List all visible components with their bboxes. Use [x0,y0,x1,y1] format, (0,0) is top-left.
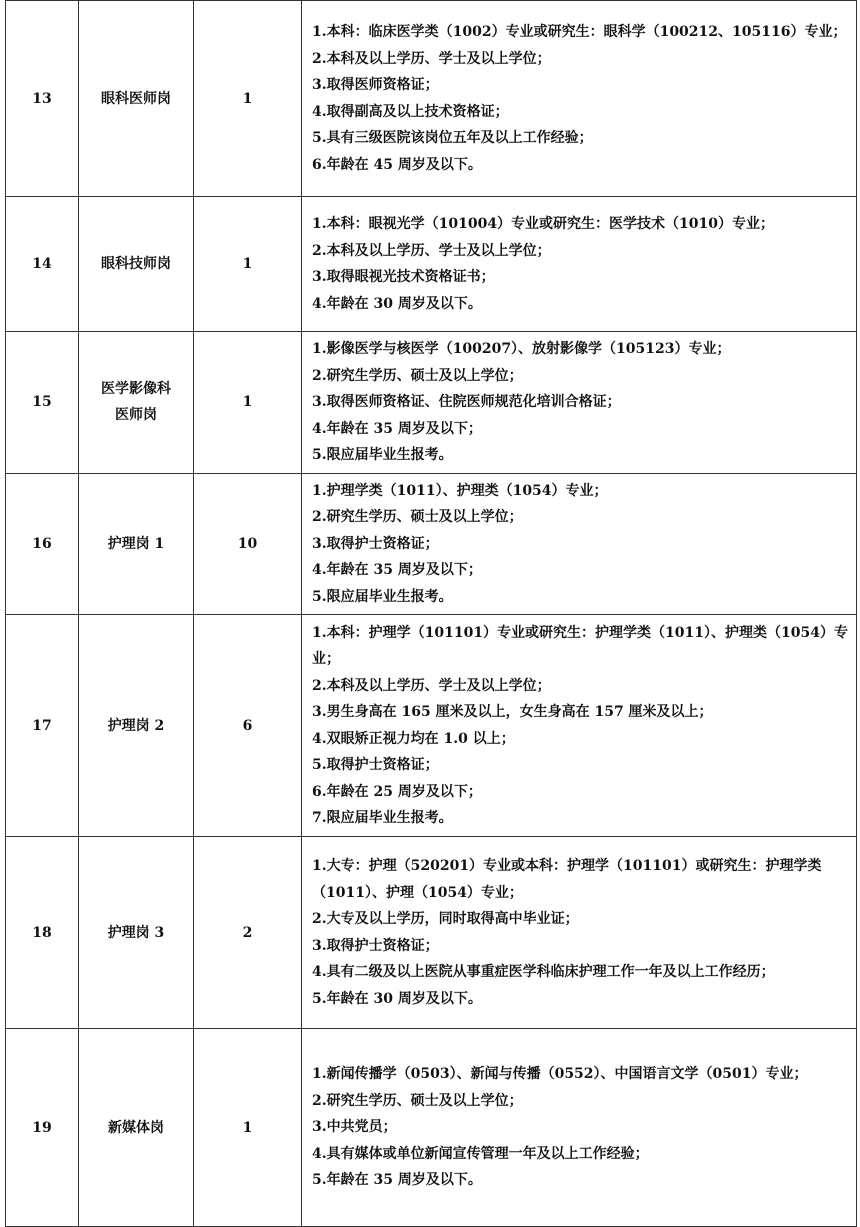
requirement-item: 5.限应届毕业生报考。 [312,588,453,605]
requirements-list [312,620,850,832]
requirement-item: 1.大专：护理（520201）专业或本科：护理学（101101）或研究生：护理学类（1011）、护理（1054）专业； [312,858,822,901]
requirements-cell [302,615,857,837]
post-name: 护理岗 3 [79,837,194,1029]
post-name: 医学影像科医师岗 [79,332,194,474]
post-name: 护理岗 2 [79,615,194,837]
requirements-cell [302,1,857,197]
recruitment-table-body [6,1,857,1227]
row-number: 14 [6,197,79,332]
requirement-item: 2.研究生学历、硕士及以上学位； [312,367,523,384]
requirement-item: 4.具有媒体或单位新闻宣传管理一年及以上工作经验； [312,1145,649,1162]
post-name: 新媒体岗 [79,1029,194,1227]
table-row [6,197,857,332]
requirement-item: 5.年龄在 30 周岁及以下。 [312,990,482,1007]
requirements-list [312,1061,850,1194]
requirements-list [312,853,850,1012]
requirement-item: 4.双眼矫正视力均在 1.0 以上； [312,730,515,747]
requirement-item: 2.本科及以上学历、学士及以上学位； [312,242,551,259]
table-row [6,332,857,474]
requirements-cell [302,473,857,615]
requirement-item: 4.取得副高及以上技术资格证； [312,103,509,120]
requirement-item: 5.具有三级医院该岗位五年及以上工作经验； [312,130,593,146]
requirement-item: 1.护理学类（1011）、护理类（1054）专业； [312,482,608,499]
requirement-item: 6.年龄在 25 周岁及以下； [312,783,482,800]
requirement-item: 3.取得护士资格证； [312,937,439,954]
row-number: 17 [6,615,79,837]
recruitment-table [5,0,857,1227]
requirements-list [312,19,850,178]
headcount: 1 [194,1029,302,1227]
headcount: 6 [194,615,302,837]
requirements-list [312,478,850,611]
post-name: 护理岗 1 [79,473,194,615]
requirement-item: 3.中共党员； [312,1119,397,1136]
table-row [6,615,857,837]
requirement-item: 4.年龄在 35 周岁及以下； [312,562,482,578]
requirement-item: 2.大专及以上学历，同时取得高中毕业证； [312,911,579,927]
requirement-item: 2.本科及以上学历、学士及以上学位； [312,50,551,67]
requirements-list [312,336,850,469]
row-number: 15 [6,332,79,474]
requirement-item: 7.限应届毕业生报考。 [312,810,453,826]
headcount: 1 [194,332,302,474]
requirements-cell [302,332,857,474]
row-number: 16 [6,473,79,615]
requirement-item: 3.取得医师资格证； [312,77,439,93]
headcount: 1 [194,1,302,197]
requirements-cell [302,837,857,1029]
requirement-item: 2.本科及以上学历、学士及以上学位； [312,677,551,694]
table-row [6,837,857,1029]
row-number: 19 [6,1029,79,1227]
post-name: 眼科医师岗 [79,1,194,197]
table-row [6,1,857,197]
requirements-list [312,211,850,317]
requirements-cell [302,197,857,332]
requirement-item: 4.年龄在 35 周岁及以下； [312,420,482,437]
requirement-item: 3.取得医师资格证、住院医师规范化培训合格证； [312,394,621,410]
requirement-item: 1.本科：护理学（101101）专业或研究生：护理学类（1011）、护理类（1054）专业； [312,624,848,667]
requirement-item: 1.影像医学与核医学（100207）、放射影像学（105123）专业； [312,341,731,357]
requirement-item: 6.年龄在 45 周岁及以下。 [312,156,482,173]
requirement-item: 1.本科：眼视光学（101004）专业或研究生：医学技术（1010）专业； [312,216,775,232]
requirement-item: 5.年龄在 35 周岁及以下。 [312,1172,482,1189]
headcount: 1 [194,197,302,332]
post-name: 眼科技师岗 [79,197,194,332]
requirement-item: 5.限应届毕业生报考。 [312,447,453,463]
row-number: 18 [6,837,79,1029]
requirement-item: 1.新闻传播学（0503）、新闻与传播（0552）、中国语言文学（0501）专业； [312,1066,808,1083]
requirements-cell [302,1029,857,1227]
requirement-item: 3.取得护士资格证； [312,535,439,552]
requirement-item: 5.取得护士资格证； [312,757,439,773]
requirement-item: 4.年龄在 30 周岁及以下。 [312,295,482,312]
requirement-item: 2.研究生学历、硕士及以上学位； [312,1092,523,1109]
requirement-item: 2.研究生学历、硕士及以上学位； [312,509,523,525]
requirement-item: 3.取得眼视光技术资格证书； [312,269,495,285]
headcount: 2 [194,837,302,1029]
table-row [6,1029,857,1227]
requirement-item: 4.具有二级及以上医院从事重症医学科临床护理工作一年及以上工作经历； [312,964,775,980]
requirement-item: 3.男生身高在 165 厘米及以上，女生身高在 157 厘米及以上； [312,704,713,720]
row-number: 13 [6,1,79,197]
requirement-item: 1.本科：临床医学类（1002）专业或研究生：眼科学（100212、105116）专业； [312,24,847,40]
headcount: 10 [194,473,302,615]
table-row [6,473,857,615]
